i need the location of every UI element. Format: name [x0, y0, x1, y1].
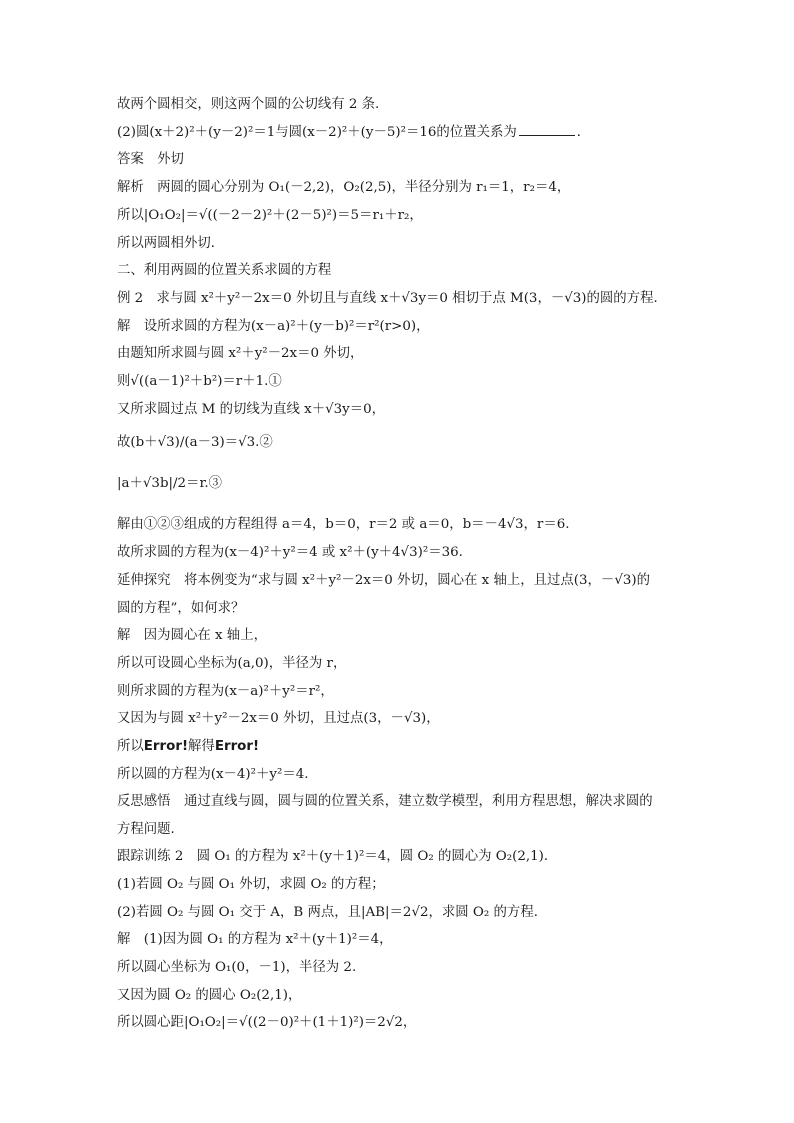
text-line: 解由①②③组成的方程组得 a＝4，b＝0，r＝2 或 a＝0，b＝－4√3，r＝6. — [117, 517, 570, 532]
text-line: 所以两圆相外切． — [117, 236, 225, 251]
text-line: 故所求圆的方程为(x－4)²＋y²＝4 或 x²＋(y＋4√3)²＝36. — [117, 545, 463, 560]
text-line: 圆的方程”，如何求？ — [117, 601, 245, 616]
text-line: 解 设所求圆的方程为(x－a)²＋(y－b)²＝r²(r>0)， — [117, 319, 430, 334]
text-line: 方程问题． — [117, 822, 184, 837]
text-line: 故两个圆相交，则这两个圆的公切线有 2 条. — [117, 97, 380, 112]
text-line: 解析 两圆的圆心分别为 O₁(－2,2)，O₂(2,5)，半径分别为 r₁＝1，r₂＝4， — [117, 180, 571, 195]
text-line: 又因为圆 O₂ 的圆心 O₂(2,1)， — [117, 988, 302, 1003]
text-line: 又所求圆过点 M 的切线为直线 x＋√3y＝0， — [117, 402, 386, 417]
section-heading: 二、利用两圆的位置关系求圆的方程 — [117, 263, 332, 278]
text-part: 所以 — [117, 739, 144, 754]
text-line: |a＋√3b|/2＝r.③ — [117, 476, 223, 491]
text-line: 则√((a－1)²＋b²)＝r＋1.① — [117, 374, 282, 389]
text-line: 解 因为圆心在 x 轴上， — [117, 628, 267, 643]
answer-blank — [519, 123, 575, 136]
question-text: (2)圆(x＋2)²＋(y－2)²＝1与圆(x－2)²＋(y－5)²＝16的位置关系为 — [117, 125, 517, 140]
text-line: 解 (1)因为圆 O₁ 的方程为 x²＋(y＋1)²＝4， — [117, 932, 393, 947]
text-line — [117, 738, 259, 756]
error-marker: Error! — [143, 739, 189, 754]
text-line: 则所求圆的方程为(x－a)²＋y²＝r²， — [117, 684, 334, 699]
text-line: (1)若圆 O₂ 与圆 O₁ 外切，求圆 O₂ 的方程； — [117, 877, 385, 892]
example-title: 例 2 求与圆 x²＋y²－2x＝0 外切且与直线 x＋√3y＝0 相切于点 M(3，－√3)的圆的方程． — [117, 291, 667, 306]
text-line: 所以|O₁O₂|＝√((－2－2)²＋(2－5)²)＝5＝r₁＋r₂， — [117, 208, 423, 223]
text-line: (2)若圆 O₂ 与圆 O₁ 交于 A，B 两点，且|AB|＝2√2，求圆 O₂ 的方程． — [117, 905, 548, 920]
text-line: 反思感悟 通过直线与圆，圆与圆的位置关系，建立数学模型，利用方程思想，解决求圆的 — [117, 794, 653, 809]
text-line: 所以圆的方程为(x－4)²＋y²＝4. — [117, 767, 309, 782]
text-line: 所以可设圆心坐标为(a,0)，半径为 r， — [117, 656, 347, 671]
text-line: 所以圆心坐标为 O₁(0，－1)，半径为 2. — [117, 960, 357, 975]
text-line: 答案 外切 — [117, 152, 184, 167]
text-line: 延伸探究 将本例变为“求与圆 x²＋y²－2x＝0 外切，圆心在 x 轴上，且过点(3，－√3)的 — [117, 573, 650, 588]
question-end: ． — [576, 125, 591, 140]
text-line: 所以圆心距|O₁O₂|＝√((2－0)²＋(1＋1)²)＝2√2， — [117, 1015, 417, 1030]
text-line: 故(b＋√3)/(a－3)＝√3.② — [117, 435, 273, 450]
error-marker: Error! — [214, 739, 260, 754]
text-line: 由题知所求圆与圆 x²＋y²－2x＝0 外切， — [117, 346, 364, 361]
text-part: 解得 — [188, 739, 215, 754]
text-line — [117, 123, 590, 142]
exercise-title: 跟踪训练 2 圆 O₁ 的方程为 x²＋(y＋1)²＝4，圆 O₂ 的圆心为 O₂(2,1)． — [117, 849, 558, 864]
text-line: 又因为与圆 x²＋y²－2x＝0 外切，且过点(3，－√3)， — [117, 711, 440, 726]
